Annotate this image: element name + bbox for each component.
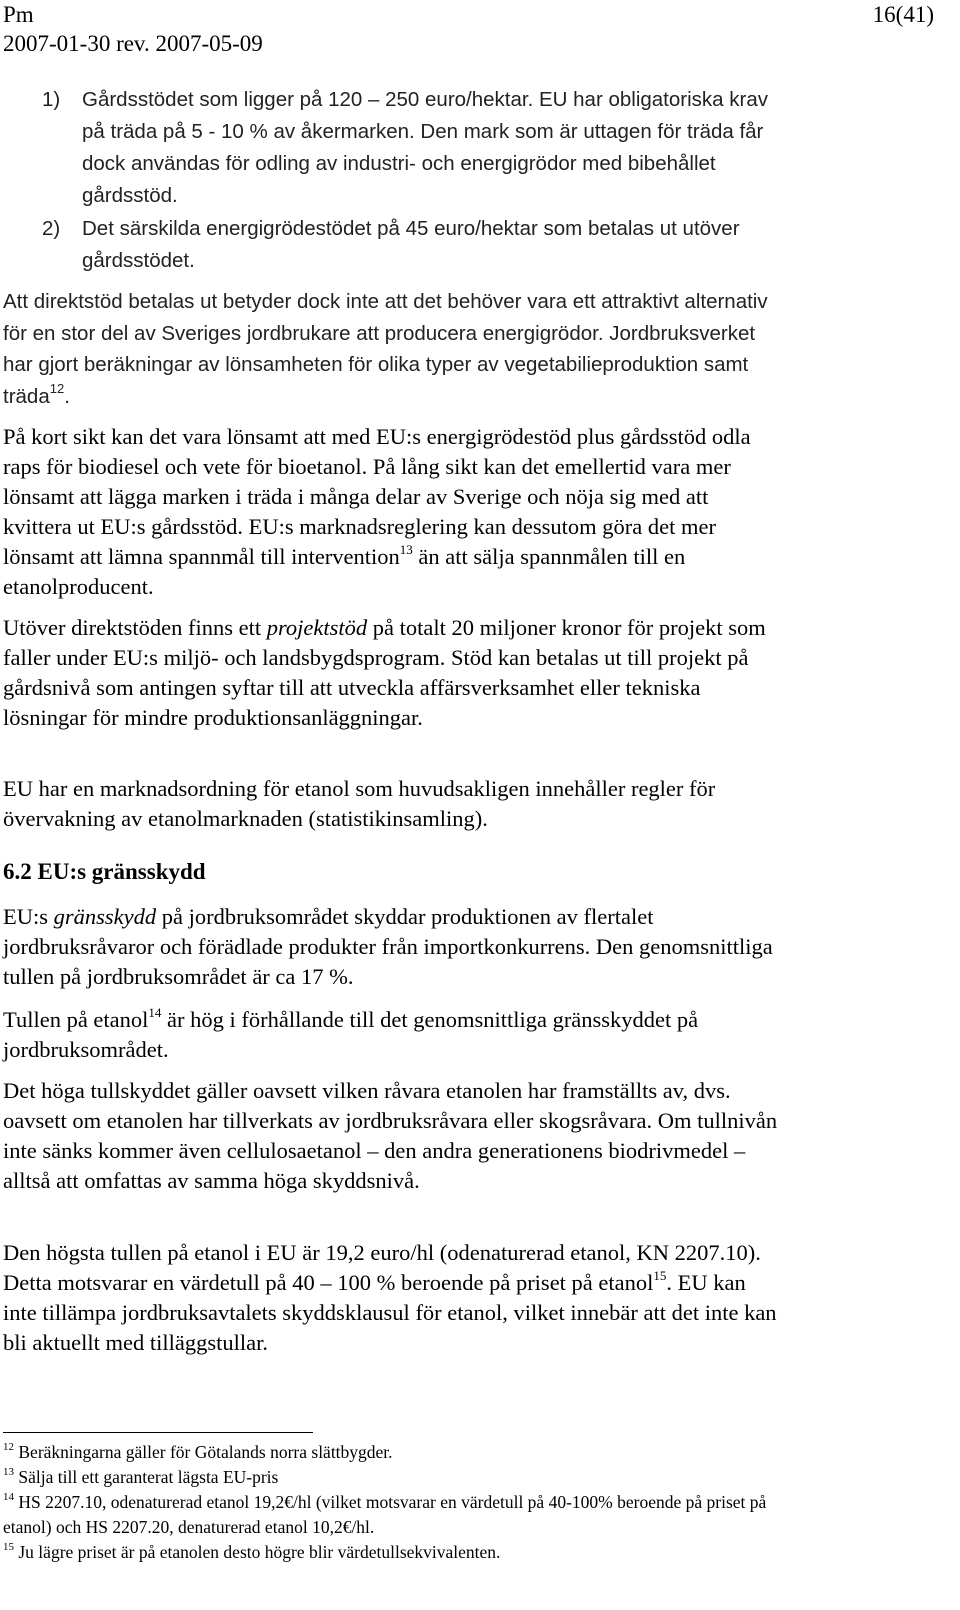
document-date: 2007-01-30 rev. 2007-05-09 [3, 31, 263, 56]
footnote-divider [3, 1432, 313, 1433]
emphasis: projektstöd [266, 615, 368, 640]
footnote-number: 12 [3, 1441, 14, 1453]
emphasis: gränsskydd [53, 904, 157, 929]
footnote-reference[interactable]: 15 [653, 1268, 667, 1283]
list-item-text: Det särskilda energigrödestödet på 45 euro/hektar som betalas ut utöver gårdsstödet. [82, 217, 740, 272]
list-item [42, 84, 772, 212]
paragraph: Att direktstöd betalas ut betyder dock inte att det behöver vara ett attraktivt alternativ för en stor del av Sveriges jordbrukare att producera energigrödor. Jordbruksverket har gjort beräkningar av lönsamheten för olika typer av vegetabilieproduktion samt träda$^{12}$. [3, 290, 768, 408]
footnote-number: 14 [3, 1491, 14, 1503]
list-item-number: 1) [42, 88, 61, 111]
footnote: $^{14}$ HS 2207.10, odenaturerad etanol 19,2€/hl (vilket motsvarar en värdetull på 40-100% beroende på priset på etanol) och HS 2207.20, denaturerad etanol 10,2€/hl. [3, 1491, 767, 1537]
footnote: $^{12}$ Beräkningarna gäller för Götalands norra slättbygder. [3, 1441, 393, 1462]
paragraph: Det höga tullskyddet gäller oavsett vilken råvara etanolen har framställts av, dvs. oavsett om etanolen har tillverkats av jordbruksråvara eller skogsråvara. Om tullnivån inte sänks kommer även cellulosaetanol – den andra generationens biodrivmedel – alltså att omfattas av samma höga skyddsnivå. [3, 1078, 778, 1193]
paragraph: På kort sikt kan det vara lönsamt att med EU:s energigrödestöd plus gårdsstöd odla raps för biodiesel och vete för bioetanol. På lång sikt kan det emellertid vara mer lönsamt att lägga marken i träda i många delar av Sverige och nöja sig med att kvittera ut EU:s gårdsstöd. EU:s marknadsreglering kan dessutom göra det mer lönsamt att lämna spannmål till intervention$^{13}$ än att sälja spannmålen till en etanolproducent. [3, 424, 751, 599]
footnote-number: 13 [3, 1466, 14, 1478]
footnote: $^{15}$ Ju lägre priset är på etanolen desto högre blir värdetullsekvivalenten. [3, 1541, 501, 1562]
footnote: $^{13}$ Sälja till ett garanterat lägsta EU-pris [3, 1466, 279, 1487]
footnote-number: 15 [3, 1541, 14, 1553]
paragraph: Tullen på etanol$^{14}$ är hög i förhållande till det genomsnittliga gränsskyddet på jordbruksområdet. [3, 1005, 699, 1062]
paragraph: Den högsta tullen på etanol i EU är 19,2 euro/hl (odenaturerad etanol, KN 2207.10). Detta motsvarar en värdetull på 40 – 100 % beroende på priset på etanol$^{15}$. EU kan inte tillämpa jordbruksavtalets skyddsklausul för etanol, vilket innebär att det inte kan bli aktuellt med tilläggstullar. [3, 1240, 777, 1355]
document-header [3, 0, 263, 58]
list-item-text: Gårdsstödet som ligger på 120 – 250 euro/hektar. EU har obligatoriska krav på träda på 5 - 10 % av åkermarken. Den mark som är uttagen för träda får dock användas för odling av industri- och energigrödor med bibehållet gårdsstöd. [82, 88, 768, 207]
paragraph: Utöver direktstöden finns ett projektstöd på totalt 20 miljoner kronor för projekt som faller under EU:s miljö- och landsbygdsprogram. Stöd kan betalas ut till projekt på gårdsnivå som antingen syftar till att utveckla affärsverksamhet eller tekniska lösningar för mindre produktionsanläggningar. [3, 615, 766, 730]
page-number: 16(41) [872, 2, 934, 27]
footnote-reference[interactable]: 12 [49, 380, 65, 396]
footnote-reference[interactable]: 14 [148, 1005, 162, 1020]
paragraph: EU har en marknadsordning för etanol som huvudsakligen innehåller regler för övervakning av etanolmarknaden (statistikinsamling). [3, 776, 716, 831]
document-type: Pm [3, 2, 34, 27]
footnote-reference[interactable]: 13 [399, 542, 413, 557]
list-item [42, 213, 772, 277]
section-heading: 6.2 EU:s gränsskydd [3, 859, 206, 884]
list-item-number: 2) [42, 217, 61, 240]
paragraph: EU:s gränsskydd på jordbruksområdet skyddar produktionen av flertalet jordbruksråvaror och förädlade produkter från importkonkurrens. Den genomsnittliga tullen på jordbruksområdet är ca 17 %. [3, 904, 773, 989]
